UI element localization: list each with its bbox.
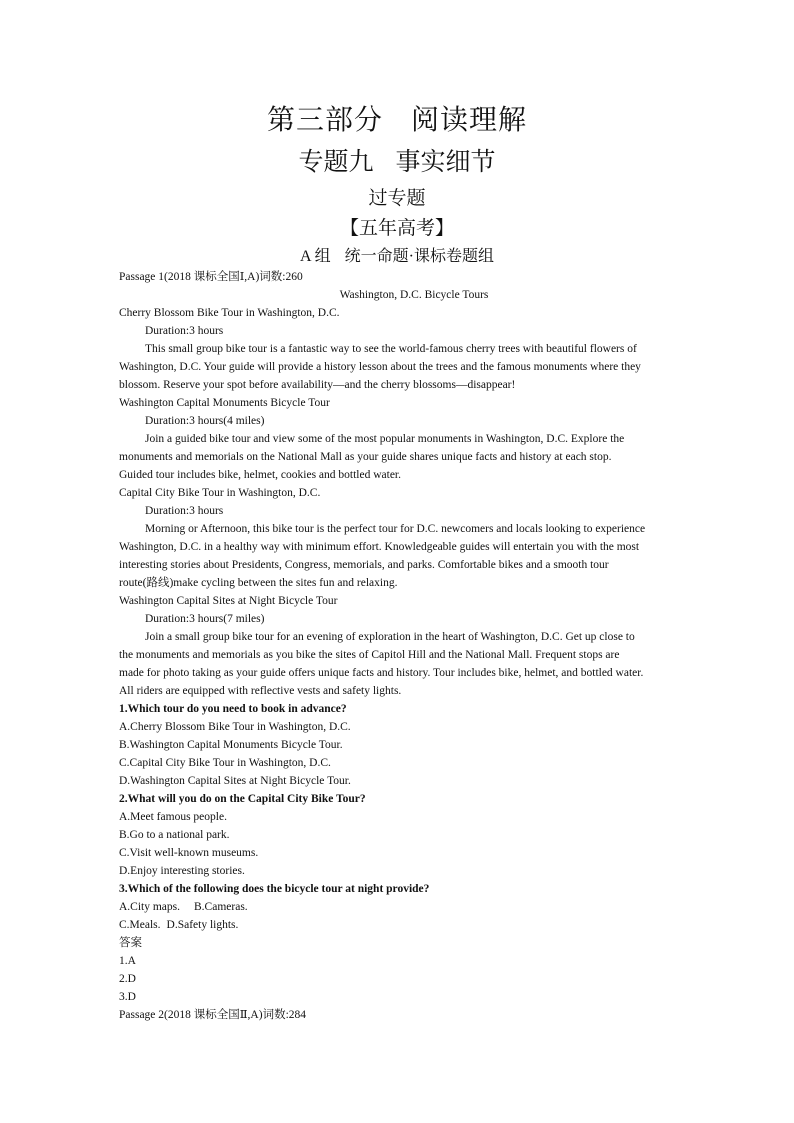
paragraph-line: Washington, D.C. Your guide will provide a history lesson about the trees and the famous monuments where they (119, 361, 641, 373)
paragraph-line: All riders are equipped with reflective vests and safety lights. (119, 685, 402, 697)
section-title: 过专题 (368, 188, 426, 209)
topic-number: 专题九 (298, 149, 374, 176)
group-name: 统一命题·课标卷题组 (344, 248, 495, 265)
paragraph-line: blossom. Reserve your spot before availability—and the cherry blossoms—disappear! (119, 379, 516, 391)
tour2-duration: Duration:3 hours(4 miles) (145, 415, 265, 427)
part-title (0, 103, 794, 139)
question-2-stem: 2.What will you do on the Capital City Bike Tour? (119, 793, 366, 805)
paragraph-line: Join a small group bike tour for an evening of exploration in the heart of Washington, D.C. Get up close to (145, 631, 635, 643)
question-2-option-d: D.Enjoy interesting stories. (119, 865, 245, 877)
passage-body (119, 268, 679, 1024)
question-1-option-b: B.Washington Capital Monuments Bicycle Tour. (119, 739, 343, 751)
paragraph-line: the monuments and memorials as you bike the sites of Capitol Hill and the National Mall. Frequent stops are (119, 649, 620, 661)
question-3-options-cd (119, 916, 679, 934)
part-title-number: 第三部分 (266, 105, 383, 136)
topic-title (0, 146, 794, 180)
paragraph-line: interesting stories about Presidents, Congress, memorials, and parks. Comfortable bikes and a smooth tour (119, 559, 609, 571)
tour3-name: Capital City Bike Tour in Washington, D.C. (119, 487, 321, 499)
question-1-option-c: C.Capital City Bike Tour in Washington, D.C. (119, 757, 331, 769)
passage1-source: Passage 1(2018 课标全国Ⅰ,A)词数:260 (119, 271, 303, 283)
question-3-option-c: C.Meals. (119, 919, 161, 931)
paragraph-line: made for photo taking as your guide offers unique facts and history. Tour includes bike, helmet, and bottled water. (119, 667, 644, 679)
question-3-option-d: D.Safety lights. (166, 919, 239, 931)
answer-2: 2.D (119, 973, 136, 985)
part-title-name: 阅读理解 (411, 105, 528, 136)
paragraph-line: Join a guided bike tour and view some of the most popular monuments in Washington, D.C. Explore the (145, 433, 625, 445)
question-2-option-c: C.Visit well-known museums. (119, 847, 259, 859)
bracket-title: 【五年高考】 (339, 218, 454, 239)
topic-name: 事实细节 (395, 149, 496, 176)
question-2-option-a: A.Meet famous people. (119, 811, 227, 823)
paragraph-line: Morning or Afternoon, this bike tour is the perfect tour for D.C. newcomers and locals looking to experience (145, 523, 646, 535)
question-1-option-a: A.Cherry Blossom Bike Tour in Washington, D.C. (119, 721, 351, 733)
question-3-option-a: A.City maps. (119, 901, 181, 913)
question-2-option-b: B.Go to a national park. (119, 829, 230, 841)
paragraph-line: Washington, D.C. in a healthy way with minimum effort. Knowledgeable guides will entertain you with the most (119, 541, 640, 553)
paragraph-line: Guided tour includes bike, helmet, cookies and bottled water. (119, 469, 401, 481)
question-1-stem: 1.Which tour do you need to book in advance? (119, 703, 347, 715)
tour3-duration: Duration:3 hours (145, 505, 224, 517)
group-label: A 组 (299, 248, 331, 265)
passage2-source: Passage 2(2018 课标全国Ⅱ,A)词数:284 (119, 1009, 307, 1021)
answer-1: 1.A (119, 955, 136, 967)
paragraph-line: monuments and memorials on the National Mall as your guide shares unique facts and history at each stop. (119, 451, 612, 463)
group-title (0, 245, 794, 269)
tour4-name: Washington Capital Sites at Night Bicycle Tour (119, 595, 338, 607)
question-3-option-b: B.Cameras. (194, 901, 248, 913)
question-3-options-ab (119, 898, 679, 916)
answer-3: 3.D (119, 991, 136, 1003)
tour2-name: Washington Capital Monuments Bicycle Tour (119, 397, 330, 409)
question-1-option-d: D.Washington Capital Sites at Night Bicycle Tour. (119, 775, 351, 787)
passage1-title: Washington, D.C. Bicycle Tours (339, 289, 489, 301)
question-3-stem: 3.Which of the following does the bicycle tour at night provide? (119, 883, 430, 895)
tour1-name: Cherry Blossom Bike Tour in Washington, D.C. (119, 307, 340, 319)
paragraph-line: route(路线)make cycling between the sites fun and relaxing. (119, 577, 398, 589)
tour4-duration: Duration:3 hours(7 miles) (145, 613, 265, 625)
paragraph-line: This small group bike tour is a fantastic way to see the world-famous cherry trees with beautiful flowers of (145, 343, 637, 355)
answer-label: 答案 (119, 937, 142, 949)
tour1-duration: Duration:3 hours (145, 325, 224, 337)
